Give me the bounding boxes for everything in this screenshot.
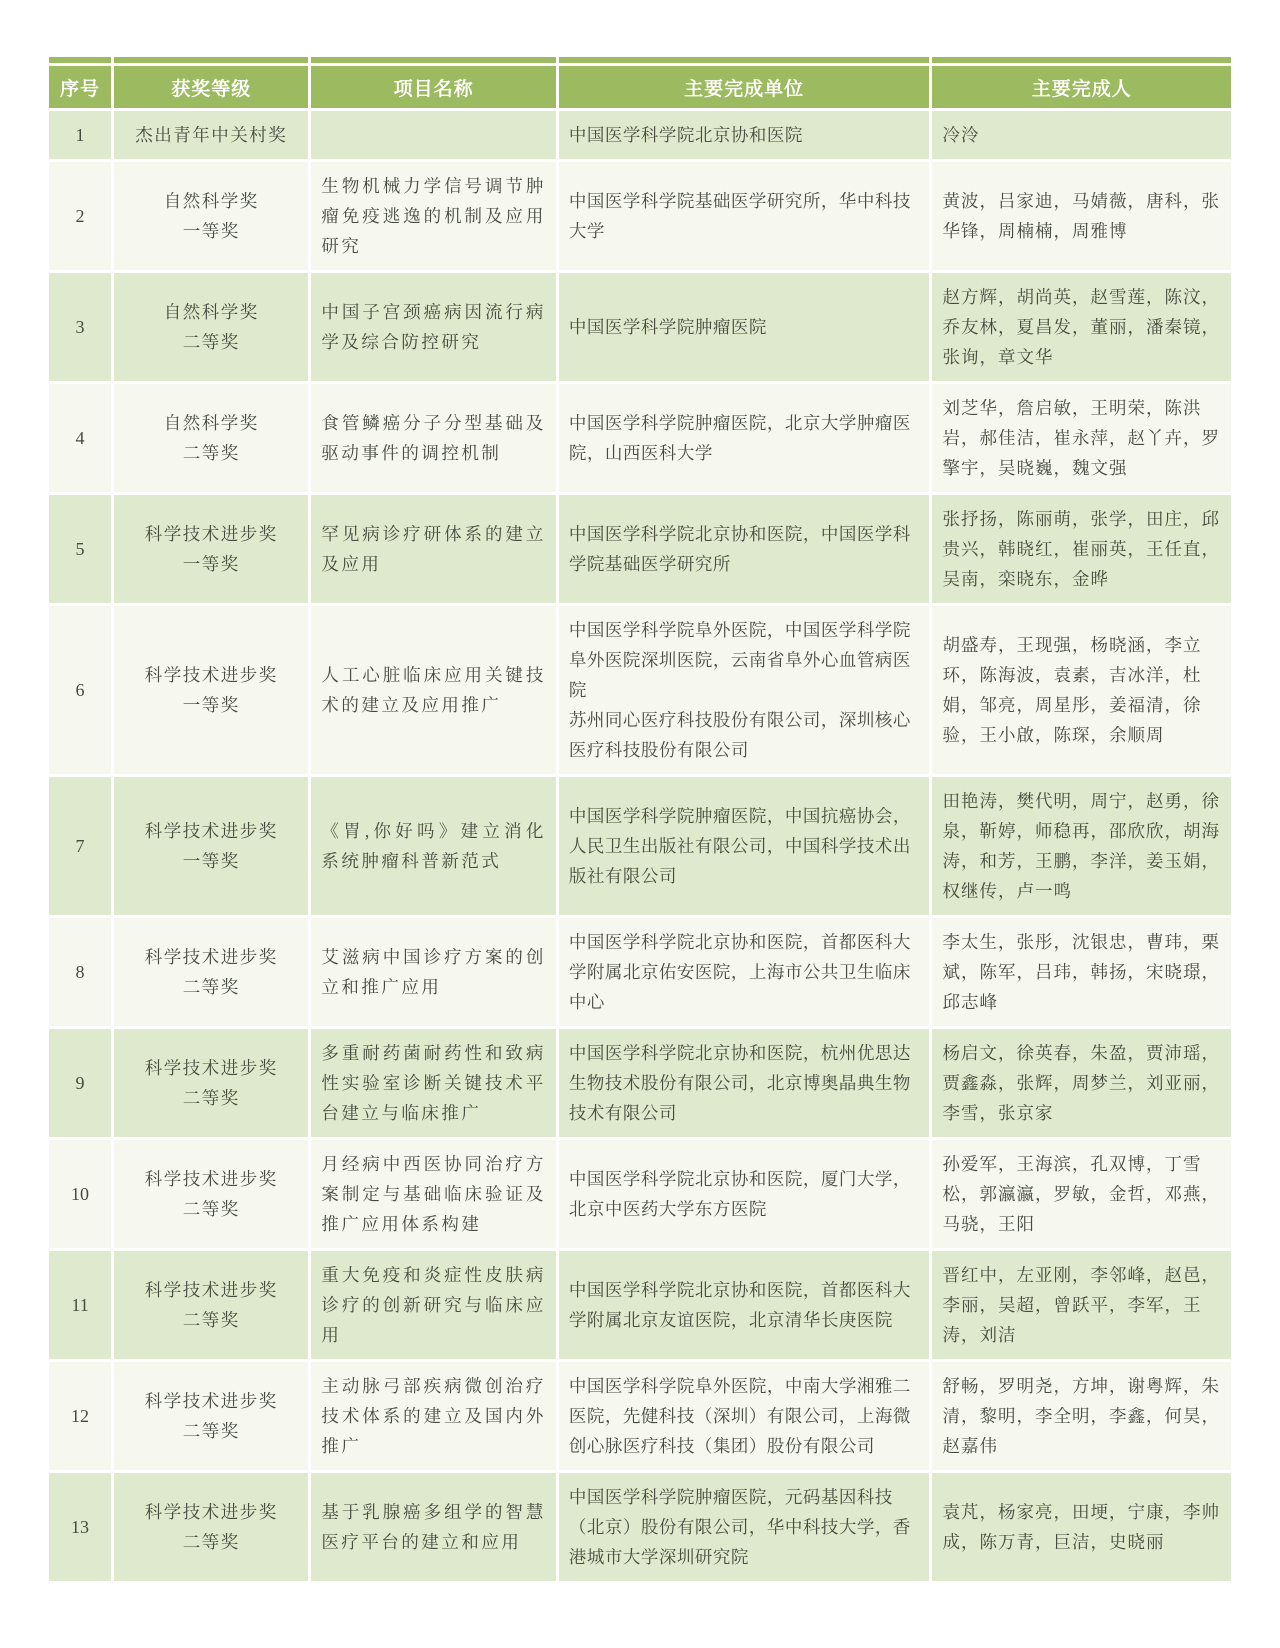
table-row bbox=[49, 1140, 1231, 1248]
award-level-cell: 科学技术进步奖 二等奖 bbox=[114, 1140, 308, 1248]
main-units-cell: 中国医学科学院基础医学研究所，华中科技大学 bbox=[559, 162, 930, 270]
award-level-cell: 科学技术进步奖 一等奖 bbox=[114, 606, 308, 774]
table-row bbox=[49, 777, 1231, 915]
main-units-cell: 中国医学科学院肿瘤医院，北京大学肿瘤医院，山西医科大学 bbox=[559, 384, 930, 492]
project-name-cell: 艾滋病中国诊疗方案的创立和推广应用 bbox=[311, 918, 555, 1026]
top-edge-cell bbox=[559, 57, 930, 63]
project-name-cell: 人工心脏临床应用关键技术的建立及应用推广 bbox=[311, 606, 555, 774]
serial-cell: 11 bbox=[49, 1251, 111, 1359]
main-units-cell: 中国医学科学院阜外医院，中国医学科学院阜外医院深圳医院，云南省阜外心血管病医院 苏州同心医疗科技股份有限公司，深圳核心医疗科技股份有限公司 bbox=[559, 606, 930, 774]
project-name-cell: 多重耐药菌耐药性和致病性实验室诊断关键技术平台建立与临床推广 bbox=[311, 1029, 555, 1137]
serial-cell: 1 bbox=[49, 111, 111, 159]
main-units-cell: 中国医学科学院北京协和医院，中国医学科学院基础医学研究所 bbox=[559, 495, 930, 603]
award-level-cell: 自然科学奖 二等奖 bbox=[114, 273, 308, 381]
main-people-cell: 刘芝华，詹启敏，王明荣，陈洪岩，郝佳洁，崔永萍，赵丫卉，罗擎宇，吴晓巍，魏文强 bbox=[932, 384, 1231, 492]
table-row bbox=[49, 1473, 1231, 1581]
main-people-cell: 杨启文，徐英春，朱盈，贾沛瑶，贾鑫淼，张辉，周梦兰，刘亚丽，李雪，张京家 bbox=[932, 1029, 1231, 1137]
award-level-cell: 科学技术进步奖 二等奖 bbox=[114, 1029, 308, 1137]
award-level-cell: 科学技术进步奖 一等奖 bbox=[114, 495, 308, 603]
serial-cell: 5 bbox=[49, 495, 111, 603]
serial-cell: 4 bbox=[49, 384, 111, 492]
main-units-cell: 中国医学科学院北京协和医院，首都医科大学附属北京友谊医院，北京清华长庚医院 bbox=[559, 1251, 930, 1359]
table-top-edge-row bbox=[49, 57, 1231, 63]
main-people-cell: 舒畅，罗明尧，方坤，谢粤辉，朱清，黎明，李全明，李鑫，何昊，赵嘉伟 bbox=[932, 1362, 1231, 1470]
main-people-cell: 胡盛寿，王现强，杨晓涵，李立环，陈海波，袁素，吉冰洋，杜娟，邹亮，周星彤，姜福清，徐验，王小啟，陈琛，余顺周 bbox=[932, 606, 1231, 774]
project-name-cell: 食管鳞癌分子分型基础及驱动事件的调控机制 bbox=[311, 384, 555, 492]
main-units-cell: 中国医学科学院肿瘤医院，中国抗癌协会，人民卫生出版社有限公司，中国科学技术出版社有限公司 bbox=[559, 777, 930, 915]
serial-cell: 12 bbox=[49, 1362, 111, 1470]
award-level-cell: 科学技术进步奖 二等奖 bbox=[114, 1473, 308, 1581]
main-units-cell: 中国医学科学院肿瘤医院，元码基因科技（北京）股份有限公司，华中科技大学，香港城市大学深圳研究院 bbox=[559, 1473, 930, 1581]
table-row bbox=[49, 384, 1231, 492]
project-name-cell: 基于乳腺癌多组学的智慧医疗平台的建立和应用 bbox=[311, 1473, 555, 1581]
award-level-cell: 科学技术进步奖 二等奖 bbox=[114, 918, 308, 1026]
header-award-level: 获奖等级 bbox=[114, 66, 308, 108]
project-name-cell bbox=[311, 111, 555, 159]
header-main-people: 主要完成人 bbox=[932, 66, 1231, 108]
award-level-cell: 自然科学奖 一等奖 bbox=[114, 162, 308, 270]
table-row bbox=[49, 273, 1231, 381]
award-level-cell: 科学技术进步奖 一等奖 bbox=[114, 777, 308, 915]
table-row bbox=[49, 606, 1231, 774]
main-people-cell: 李太生，张彤，沈银忠，曹玮，栗斌，陈军，吕玮，韩扬，宋晓璟，邱志峰 bbox=[932, 918, 1231, 1026]
table-row bbox=[49, 1251, 1231, 1359]
header-main-units: 主要完成单位 bbox=[559, 66, 930, 108]
project-name-cell: 重大免疫和炎症性皮肤病诊疗的创新研究与临床应用 bbox=[311, 1251, 555, 1359]
serial-cell: 8 bbox=[49, 918, 111, 1026]
serial-cell: 10 bbox=[49, 1140, 111, 1248]
main-units-cell: 中国医学科学院北京协和医院 bbox=[559, 111, 930, 159]
award-level-cell: 自然科学奖 二等奖 bbox=[114, 384, 308, 492]
main-people-cell: 赵方辉，胡尚英，赵雪莲，陈汶，乔友林，夏昌发，董丽，潘秦镜，张询，章文华 bbox=[932, 273, 1231, 381]
award-level-cell: 科学技术进步奖 二等奖 bbox=[114, 1362, 308, 1470]
serial-cell: 9 bbox=[49, 1029, 111, 1137]
table-row bbox=[49, 111, 1231, 159]
main-people-cell: 黄波，吕家迪，马婧薇，唐科，张华锋，周楠楠，周雅博 bbox=[932, 162, 1231, 270]
main-units-cell: 中国医学科学院肿瘤医院 bbox=[559, 273, 930, 381]
top-edge-cell bbox=[932, 57, 1231, 63]
award-level-cell: 科学技术进步奖 二等奖 bbox=[114, 1251, 308, 1359]
project-name-cell: 罕见病诊疗研体系的建立及应用 bbox=[311, 495, 555, 603]
table-row bbox=[49, 1029, 1231, 1137]
header-serial: 序号 bbox=[49, 66, 111, 108]
table-row bbox=[49, 162, 1231, 270]
table-row bbox=[49, 918, 1231, 1026]
top-edge-cell bbox=[49, 57, 111, 63]
main-people-cell: 袁芃，杨家亮，田埂，宁康，李帅成，陈万青，巨洁，史晓丽 bbox=[932, 1473, 1231, 1581]
main-units-cell: 中国医学科学院北京协和医院，杭州优思达生物技术股份有限公司，北京博奥晶典生物技术有限公司 bbox=[559, 1029, 930, 1137]
serial-cell: 6 bbox=[49, 606, 111, 774]
project-name-cell: 生物机械力学信号调节肿瘤免疫逃逸的机制及应用研究 bbox=[311, 162, 555, 270]
project-name-cell: 主动脉弓部疾病微创治疗技术体系的建立及国内外推广 bbox=[311, 1362, 555, 1470]
project-name-cell: 中国子宫颈癌病因流行病学及综合防控研究 bbox=[311, 273, 555, 381]
project-name-cell: 月经病中西医协同治疗方案制定与基础临床验证及推广应用体系构建 bbox=[311, 1140, 555, 1248]
serial-cell: 7 bbox=[49, 777, 111, 915]
table-row bbox=[49, 1362, 1231, 1470]
serial-cell: 3 bbox=[49, 273, 111, 381]
main-people-cell: 晋红中，左亚刚，李邻峰，赵邑，李丽，吴超，曾跃平，李军，王涛，刘洁 bbox=[932, 1251, 1231, 1359]
main-units-cell: 中国医学科学院阜外医院，中南大学湘雅二医院，先健科技（深圳）有限公司，上海微创心脉医疗科技（集团）股份有限公司 bbox=[559, 1362, 930, 1470]
project-name-cell: 《胃,你好吗》建立消化系统肿瘤科普新范式 bbox=[311, 777, 555, 915]
main-people-cell: 孙爱军，王海滨，孔双博，丁雪松，郭瀛瀛，罗敏，金哲，邓燕，马骁，王阳 bbox=[932, 1140, 1231, 1248]
main-units-cell: 中国医学科学院北京协和医院，首都医科大学附属北京佑安医院，上海市公共卫生临床中心 bbox=[559, 918, 930, 1026]
top-edge-cell bbox=[114, 57, 308, 63]
awards-table bbox=[46, 54, 1234, 1584]
serial-cell: 13 bbox=[49, 1473, 111, 1581]
main-people-cell: 张抒扬，陈丽萌，张学，田庄，邱贵兴，韩晓红，崔丽英，王任直，吴南，栾晓东，金晔 bbox=[932, 495, 1231, 603]
header-project-name: 项目名称 bbox=[311, 66, 555, 108]
top-edge-cell bbox=[311, 57, 555, 63]
main-units-cell: 中国医学科学院北京协和医院，厦门大学，北京中医药大学东方医院 bbox=[559, 1140, 930, 1248]
header-row bbox=[49, 66, 1231, 108]
main-people-cell: 田艳涛，樊代明，周宁，赵勇，徐泉，靳婷，师稳再，邵欣欣，胡海涛，和芳，王鹏，李洋，姜玉娟，权继传，卢一鸣 bbox=[932, 777, 1231, 915]
table-row bbox=[49, 495, 1231, 603]
main-people-cell: 冷泠 bbox=[932, 111, 1231, 159]
award-level-cell: 杰出青年中关村奖 bbox=[114, 111, 308, 159]
serial-cell: 2 bbox=[49, 162, 111, 270]
